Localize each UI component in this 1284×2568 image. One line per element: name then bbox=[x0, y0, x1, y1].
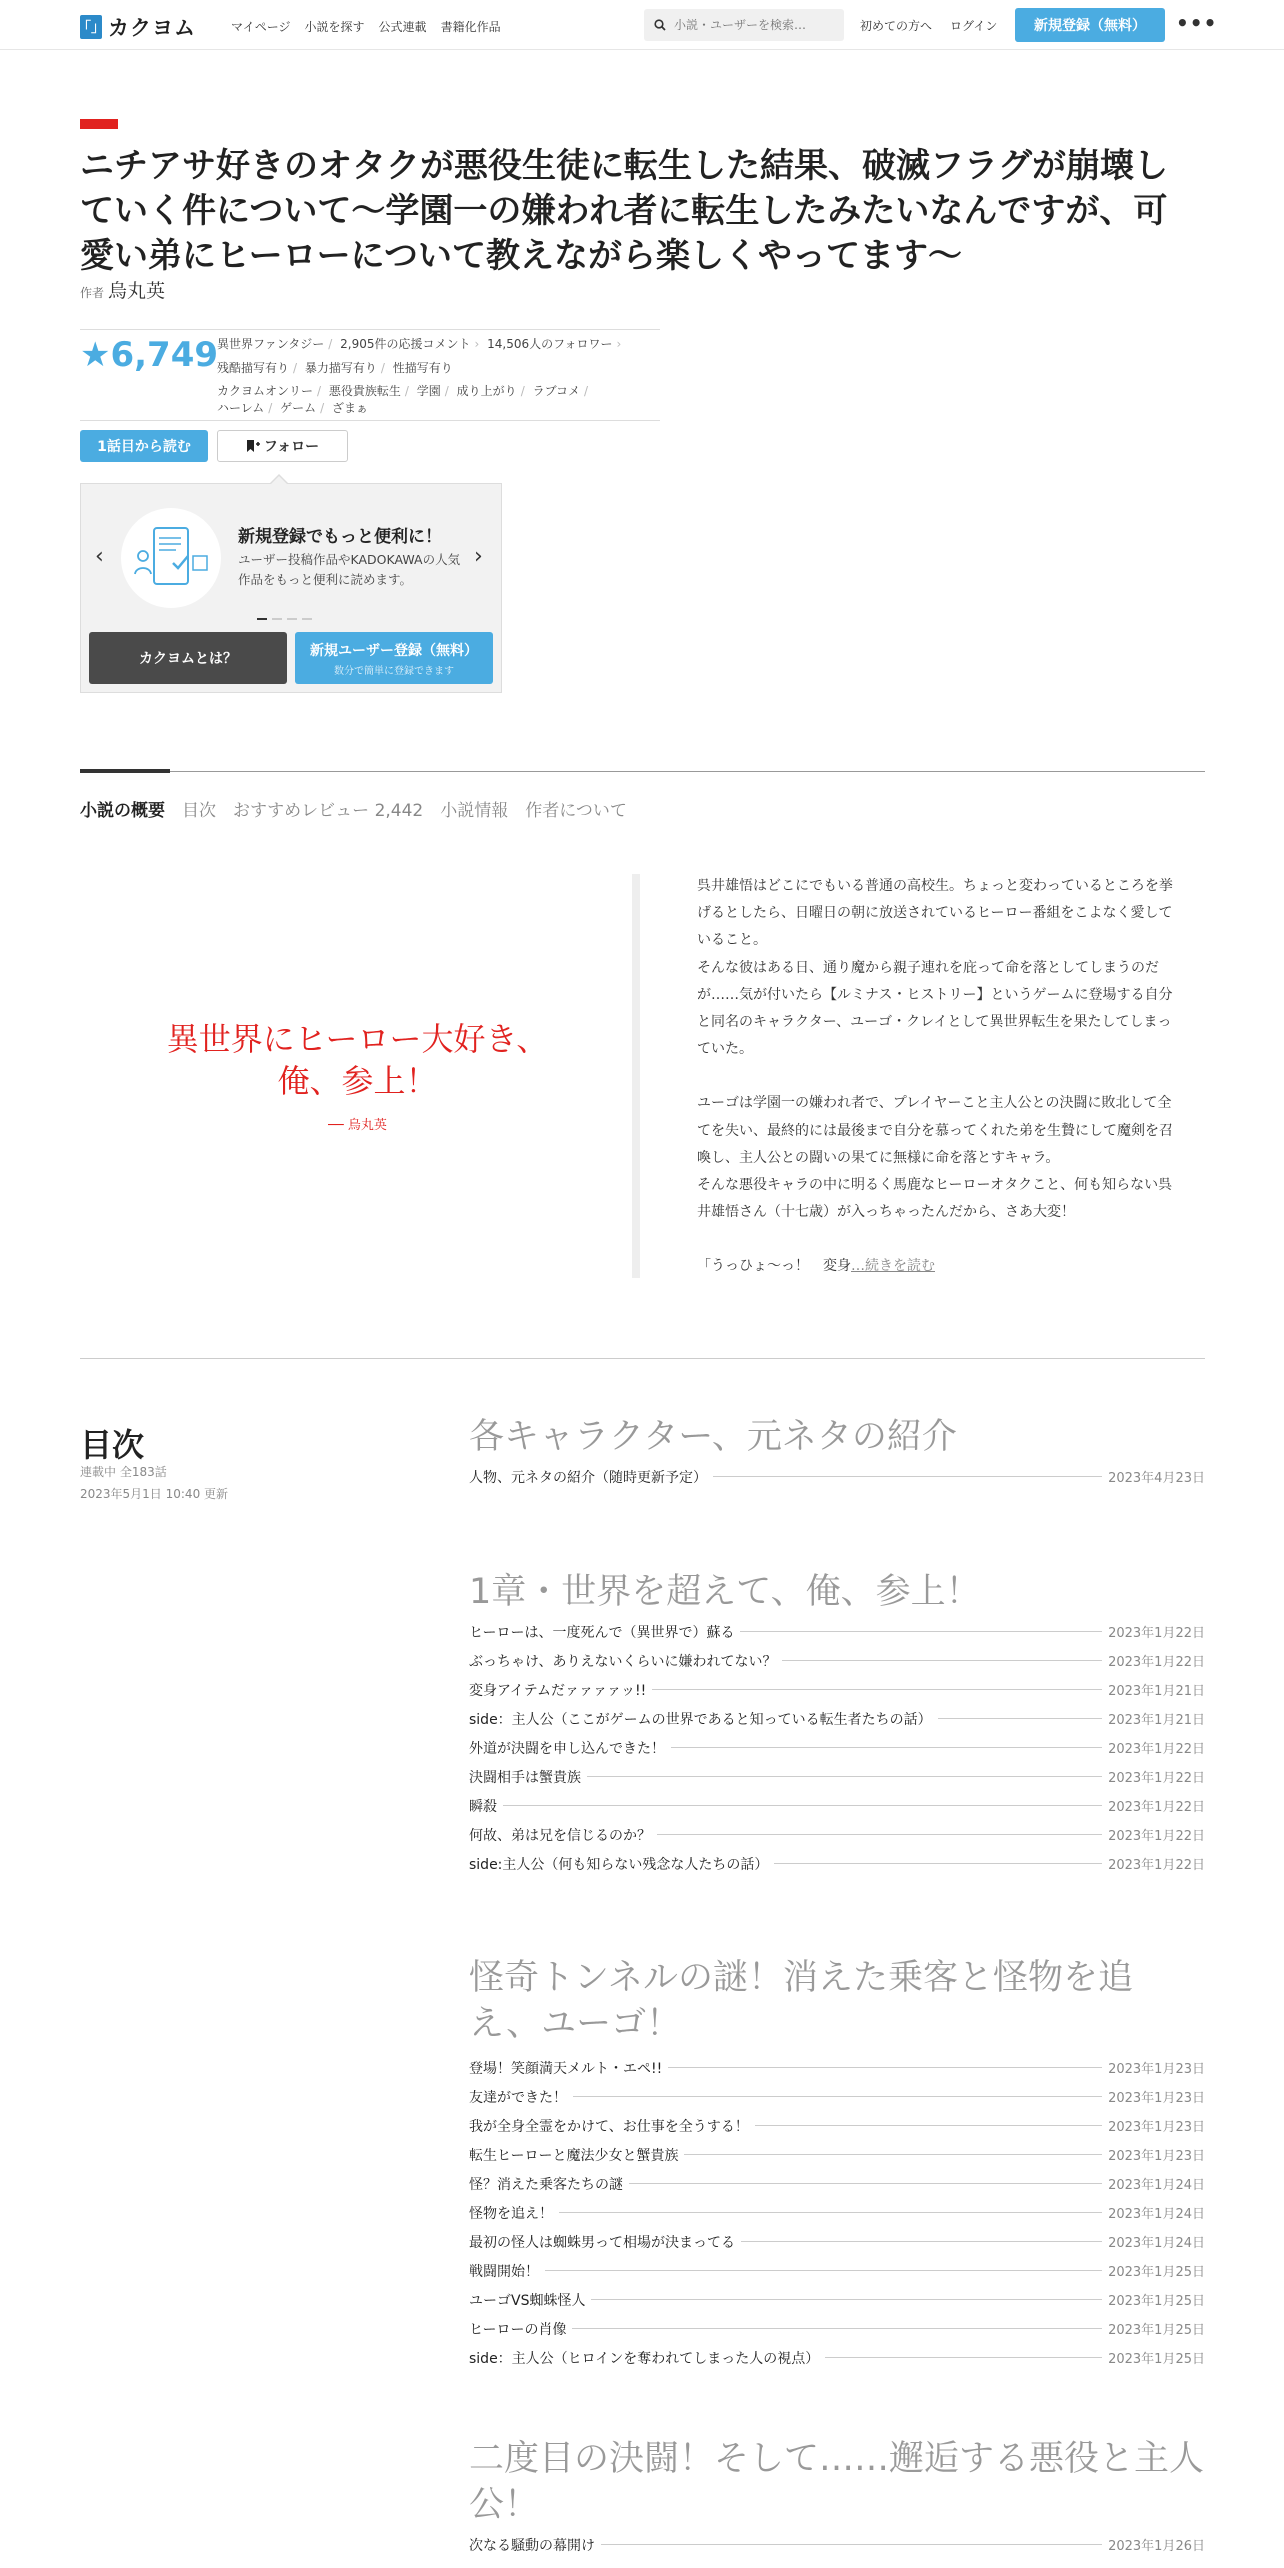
pager-dot[interactable] bbox=[257, 618, 267, 620]
episode-date: 2023年1月21日 bbox=[1108, 1713, 1205, 1728]
catchphrase bbox=[80, 1018, 635, 1102]
episode-title: side：主人公（ここがゲームの世界であると知っている転生者たちの話） bbox=[469, 1712, 932, 1728]
introduction bbox=[697, 873, 1182, 1281]
episode-item[interactable] bbox=[469, 2532, 1205, 2561]
tab-overview[interactable]: 小説の概要 bbox=[80, 801, 165, 821]
promo-description: ユーザー投稿作品やKADOKAWAの人気作品をもっと便利に読めます。 bbox=[238, 552, 461, 587]
episode-item[interactable] bbox=[469, 1619, 1205, 1648]
episode-date: 2023年4月23日 bbox=[1108, 1471, 1205, 1486]
episode-date: 2023年1月22日 bbox=[1108, 1771, 1205, 1786]
promo-signup-sublabel: 数分で簡単に登録できます bbox=[334, 665, 454, 677]
intro-paragraph-last bbox=[697, 1253, 1182, 1280]
episode-item[interactable] bbox=[469, 2142, 1205, 2171]
chapter-title: 各キャラクター、元ネタの紹介 bbox=[469, 1417, 957, 1457]
episode-item[interactable] bbox=[469, 1464, 1205, 1493]
episode-date: 2023年1月23日 bbox=[1108, 2091, 1205, 2106]
more-menu-icon[interactable]: ••• bbox=[1176, 11, 1218, 35]
title-accent-bar bbox=[80, 119, 118, 129]
episode-date: 2023年1月22日 bbox=[1108, 1858, 1205, 1873]
tab-about-author[interactable]: 作者について bbox=[525, 801, 627, 821]
episode-title: 人物、元ネタの紹介（随時更新予定） bbox=[469, 1470, 707, 1486]
episode-item[interactable] bbox=[469, 2113, 1205, 2142]
tag-link[interactable]: ハーレム bbox=[217, 401, 265, 415]
episode-title: side:主人公（何も知らない残念な人たちの話） bbox=[469, 1857, 769, 1873]
tab-divider bbox=[80, 771, 1205, 772]
nav-published-works[interactable]: 書籍化作品 bbox=[440, 20, 501, 34]
pager-dot[interactable] bbox=[302, 618, 312, 620]
episode-title: ヒーローの肖像 bbox=[469, 2322, 567, 2338]
episode-title: 外道が決闘を申し込んできた！ bbox=[469, 1741, 665, 1757]
episode-title: 我が全身全霊をかけて、お仕事を全うする！ bbox=[469, 2119, 749, 2135]
active-tab-indicator bbox=[80, 769, 170, 773]
author-label: 作者 bbox=[80, 286, 105, 300]
chapter bbox=[469, 2436, 1205, 2561]
episode-title: ヒーローは、一度死んで（異世界で）蘇る bbox=[469, 1625, 735, 1641]
promo-prev-arrow[interactable]: ‹ bbox=[95, 544, 104, 569]
episode-list bbox=[469, 2532, 1205, 2561]
stats-top-border bbox=[80, 329, 660, 330]
search-box bbox=[644, 9, 844, 41]
episode-item[interactable] bbox=[469, 1851, 1205, 1880]
episode-date: 2023年1月22日 bbox=[1108, 1742, 1205, 1757]
episode-item[interactable] bbox=[469, 2316, 1205, 2345]
stats-row: 異世界ファンタジー / 2,905件の応援コメント › 14,506人のフォロワー › bbox=[217, 337, 622, 351]
warning-tag: 残酷描写有り bbox=[217, 361, 290, 375]
tab-toc[interactable]: 目次 bbox=[182, 801, 216, 821]
tab-reviews[interactable]: おすすめレビュー 2,442 bbox=[233, 801, 424, 821]
episode-item[interactable] bbox=[469, 2229, 1205, 2258]
catchphrase-author: ── 烏丸英 bbox=[328, 1118, 387, 1133]
pager-dot[interactable] bbox=[287, 618, 297, 620]
episode-date: 2023年1月22日 bbox=[1108, 1655, 1205, 1670]
episode-item[interactable] bbox=[469, 1822, 1205, 1851]
signup-button[interactable]: 新規登録（無料） bbox=[1015, 8, 1165, 42]
chapter bbox=[469, 1414, 1205, 1493]
work-tabs bbox=[80, 796, 627, 821]
episode-item[interactable] bbox=[469, 2171, 1205, 2200]
episode-date: 2023年1月25日 bbox=[1108, 2323, 1205, 2338]
episode-item[interactable] bbox=[469, 2200, 1205, 2229]
intro-paragraph: ユーゴは学園一の嫌われ者で、プレイヤーこと主人公との決闘に敗北して全てを失い、最終的には最後まで自分を慕ってくれた弟を生贄にして魔剣を召喚し、主人公との闘いの果てに無様に命を落とすキャラ。 bbox=[697, 1095, 1173, 1166]
work-title[interactable]: ニチアサ好きのオタクが悪役生徒に転生した結果、破滅フラグが崩壊していく件について～学園一の嫌われ者に転生したみたいなんですが、可愛い弟にヒーローについて教えながら楽しくやってます～ bbox=[80, 146, 1168, 276]
beginner-link[interactable]: 初めての方へ bbox=[860, 19, 933, 33]
chapter bbox=[469, 1955, 1205, 2374]
episode-title: 瞬殺 bbox=[469, 1799, 497, 1815]
chapter bbox=[469, 1569, 1205, 1880]
read-more-link[interactable]: …続きを読む bbox=[851, 1258, 935, 1275]
episode-title: 転生ヒーローと魔法少女と蟹貴族 bbox=[469, 2148, 679, 2164]
episode-date: 2023年1月23日 bbox=[1108, 2120, 1205, 2135]
followers-link[interactable]: 14,506人のフォロワー bbox=[487, 337, 613, 351]
tablet-illustration-icon bbox=[121, 508, 221, 608]
episode-title: 次なる騒動の幕開け bbox=[469, 2538, 595, 2554]
episode-item[interactable] bbox=[469, 2055, 1205, 2084]
episode-title: 決闘相手は蟹貴族 bbox=[469, 1770, 581, 1786]
episode-item[interactable] bbox=[469, 1648, 1205, 1677]
episode-date: 2023年1月23日 bbox=[1108, 2149, 1205, 2164]
tags-row: カクヨムオンリー / 悪役貴族転生 / 学園 / 成り上がり / ラブコメ / bbox=[217, 384, 589, 398]
promo-caret-inner bbox=[271, 476, 287, 484]
warning-tag: 性描写有り bbox=[392, 361, 453, 375]
signup-promo bbox=[80, 483, 502, 693]
author-name[interactable]: 烏丸英 bbox=[108, 280, 166, 302]
stats-bottom-border bbox=[80, 420, 660, 421]
episode-item[interactable] bbox=[469, 1706, 1205, 1735]
follow-button[interactable] bbox=[217, 430, 348, 462]
tag-link[interactable]: カクヨムオンリー bbox=[217, 384, 314, 398]
nav-official-series[interactable]: 公式連載 bbox=[378, 20, 427, 34]
follow-button-label: フォロー bbox=[263, 439, 320, 455]
episode-date: 2023年1月24日 bbox=[1108, 2178, 1205, 2193]
tag-link[interactable]: 悪役貴族転生 bbox=[328, 384, 401, 398]
tag-link[interactable]: 学園 bbox=[416, 384, 441, 398]
bookmark-plus-icon bbox=[246, 439, 260, 453]
promo-title: 新規登録でもっと便利に！ bbox=[238, 527, 442, 547]
nav-mypage[interactable]: マイページ bbox=[231, 20, 291, 34]
episode-title: 怪物を追え！ bbox=[469, 2206, 553, 2222]
site-header bbox=[0, 0, 1284, 50]
toc-heading: 目次 bbox=[80, 1426, 145, 1464]
author-line bbox=[80, 276, 165, 303]
episode-title: 何故、弟は兄を信じるのか？ bbox=[469, 1828, 651, 1844]
episode-item[interactable] bbox=[469, 2258, 1205, 2287]
episode-item[interactable] bbox=[469, 1793, 1205, 1822]
serial-status: 連載中 全183話 bbox=[80, 1465, 167, 1479]
episode-date: 2023年1月24日 bbox=[1108, 2207, 1205, 2222]
logo-text: カクヨム bbox=[108, 16, 196, 40]
chapter-title: 怪奇トンネルの謎！消えた乗客と怪物を追え、ユーゴ！ bbox=[469, 1958, 1133, 2044]
section-divider bbox=[80, 1358, 1205, 1359]
episode-item[interactable] bbox=[469, 2345, 1205, 2374]
episode-item[interactable] bbox=[469, 2287, 1205, 2316]
episode-date: 2023年1月22日 bbox=[1108, 1829, 1205, 1844]
episode-date: 2023年1月24日 bbox=[1108, 2236, 1205, 2251]
episode-date: 2023年1月22日 bbox=[1108, 1626, 1205, 1641]
episode-title: ユーゴVS蜘蛛怪人 bbox=[469, 2293, 586, 2309]
search-input[interactable] bbox=[674, 18, 839, 32]
chapter-title: 二度目の決闘！そして……邂逅する悪役と主人公！ bbox=[469, 2439, 1205, 2525]
tag-link[interactable]: 成り上がり bbox=[456, 384, 517, 398]
episode-date: 2023年1月26日 bbox=[1108, 2539, 1205, 2554]
tag-link[interactable]: ラブコメ bbox=[532, 384, 580, 398]
search-icon bbox=[654, 19, 666, 31]
episode-date: 2023年1月23日 bbox=[1108, 2062, 1205, 2077]
episode-date: 2023年1月25日 bbox=[1108, 2352, 1205, 2367]
episode-item[interactable] bbox=[469, 2084, 1205, 2113]
episode-date: 2023年1月22日 bbox=[1108, 1800, 1205, 1815]
star-count[interactable]: ★6,749 bbox=[80, 335, 219, 375]
tag-link[interactable]: ざまぁ bbox=[332, 401, 369, 415]
episode-title: 怪？消えた乗客たちの謎 bbox=[469, 2177, 623, 2193]
intro-side-bar bbox=[632, 874, 640, 1278]
episode-title: 最初の怪人は蜘蛛男って相場が決まってる bbox=[469, 2235, 735, 2251]
catchphrase-line: 俺、参上！ bbox=[277, 1062, 438, 1100]
chapter-title: 1章・世界を超えて、俺、参上！ bbox=[469, 1572, 981, 1612]
global-nav bbox=[231, 18, 501, 35]
episode-item[interactable] bbox=[469, 1677, 1205, 1706]
episode-item[interactable] bbox=[469, 1764, 1205, 1793]
tags-row-2: ハーレム / ゲーム / ざまぁ bbox=[217, 401, 369, 415]
promo-next-arrow[interactable]: › bbox=[474, 544, 483, 569]
logo-mark: 「」 bbox=[80, 15, 102, 39]
episode-title: 友達ができた！ bbox=[469, 2090, 567, 2106]
episode-item[interactable] bbox=[469, 1735, 1205, 1764]
promo-pager bbox=[257, 618, 312, 620]
episode-title: 変身アイテムだァァァァッ!! bbox=[469, 1683, 647, 1699]
episode-list bbox=[469, 1464, 1205, 1493]
intro-paragraph: そんな彼はある日、通り魔から親子連れを庇って命を落としてしまうのだが……気が付いたら【ルミナス・ヒストリー】というゲームに登場する自分と同名のキャラクター、ユーゴ・クレイとして異世界転生を果たしてしまっていた。 bbox=[697, 959, 1173, 1058]
episode-date: 2023年1月25日 bbox=[1108, 2265, 1205, 2280]
comments-link[interactable]: 2,905件の応援コメント bbox=[340, 337, 471, 351]
episode-title: 戦闘開始！ bbox=[469, 2264, 539, 2280]
tag-link[interactable]: ゲーム bbox=[280, 401, 317, 415]
promo-signup-label: 新規ユーザー登録（無料） bbox=[310, 642, 478, 659]
last-updated: 2023年5月1日 10:40 更新 bbox=[80, 1487, 229, 1501]
logo[interactable] bbox=[77, 12, 196, 42]
intro-paragraph: 呉井雄悟はどこにでもいる普通の高校生。ちょっと変わっているところを挙げるとしたら、日曜日の朝に放送されているヒーロー番組をこよなく愛していること。 bbox=[697, 878, 1173, 949]
episode-title: 登場！笑顔満天メルト・エペ!! bbox=[469, 2061, 663, 2077]
intro-excerpt: 「うっひょ～っ！ 変身 bbox=[697, 1258, 851, 1275]
pager-dot[interactable] bbox=[272, 618, 282, 620]
login-link[interactable]: ログイン bbox=[950, 19, 998, 33]
episode-date: 2023年1月25日 bbox=[1108, 2294, 1205, 2309]
warning-tag: 暴力描写有り bbox=[304, 361, 377, 375]
warnings-row: 残酷描写有り / 暴力描写有り / 性描写有り bbox=[217, 361, 453, 375]
genre-link[interactable]: 異世界ファンタジー bbox=[217, 337, 325, 351]
catchphrase-line: 異世界にヒーロー大好き、 bbox=[166, 1020, 549, 1058]
episode-title: ぶっちゃけ、ありえないくらいに嫌われてない？ bbox=[469, 1654, 777, 1670]
read-first-episode-button[interactable]: 1話目から読む bbox=[80, 430, 208, 462]
episode-list bbox=[469, 2055, 1205, 2374]
episode-date: 2023年1月21日 bbox=[1108, 1684, 1205, 1699]
promo-signup-button[interactable] bbox=[295, 632, 493, 684]
nav-search-novels[interactable]: 小説を探す bbox=[304, 20, 365, 34]
promo-illustration bbox=[121, 508, 221, 608]
episode-title: side：主人公（ヒロインを奪われてしまった人の視点） bbox=[469, 2351, 820, 2367]
tab-novel-info[interactable]: 小説情報 bbox=[440, 801, 509, 821]
about-kakuyomu-button[interactable]: カクヨムとは？ bbox=[89, 632, 287, 684]
intro-paragraph: そんな悪役キャラの中に明るく馬鹿なヒーローオタクこと、何も知らない呉井雄悟さん（十七歳）が入っちゃったんだから、さあ大変！ bbox=[697, 1177, 1173, 1221]
episode-list bbox=[469, 1619, 1205, 1880]
